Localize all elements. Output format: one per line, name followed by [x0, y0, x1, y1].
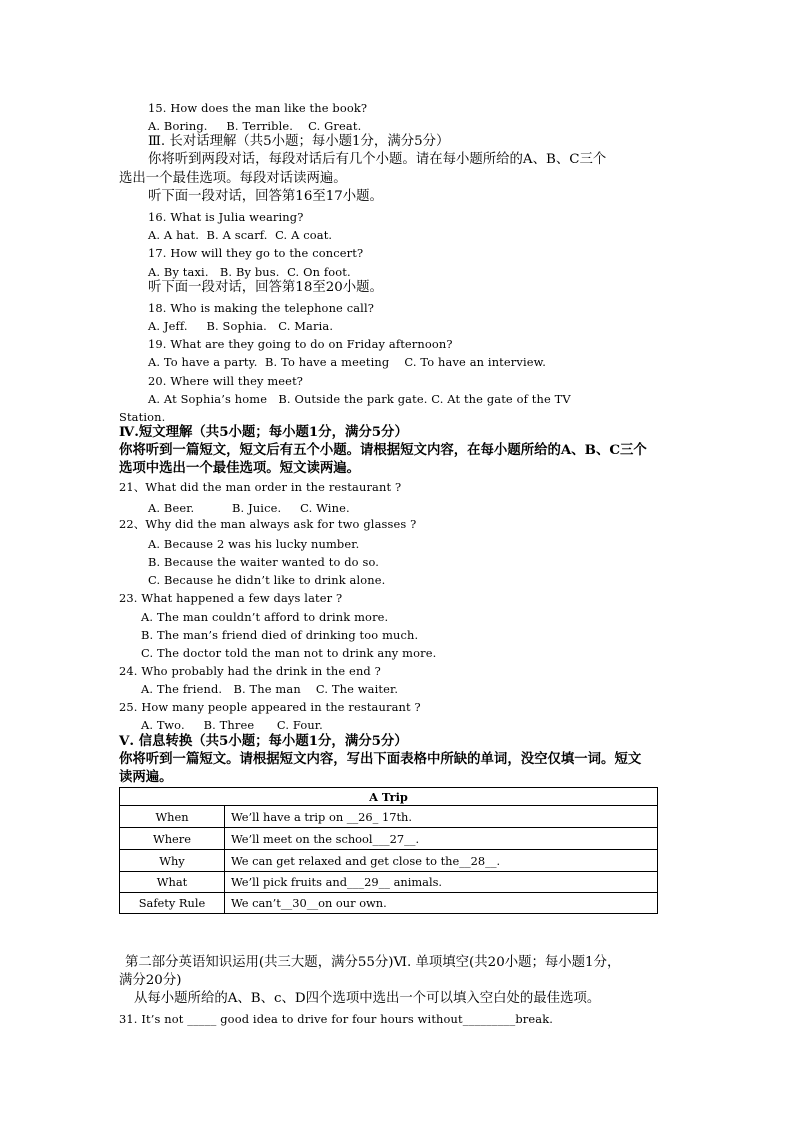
text-line-q22c: C. Because he didn’t like to drink alone.: [148, 573, 386, 587]
text-line-q25: 25. How many people appeared in the restaurant ?: [119, 700, 421, 714]
text-line-q21: 21、What did the man order in the restaurant ?: [119, 480, 402, 494]
text-line-s4i1: 你将听到一篇短文，短文后有五个小题。请根据短文内容，在每小题所给的A、B、C三个: [119, 442, 647, 458]
text-line-q21o: A. Beer. B. Juice. C. Wine.: [148, 501, 350, 515]
text-line-q24: 24. Who probably had the drink in the end ?: [119, 664, 381, 678]
text-line-q22b: B. Because the waiter wanted to do so.: [148, 555, 380, 569]
text-line-q20o: A. At Sophia’s home B. Outside the park gate. C. At the gate of the TV: [148, 392, 571, 406]
text-line-q25o: A. Two. B. Three C. Four.: [141, 718, 323, 732]
text-line-q19: 19. What are they going to do on Friday afternoon?: [148, 337, 453, 351]
text-line-s5i2: 读两遍。: [119, 769, 173, 785]
text-line-s3b: 听下面一段对话，回答第18至20小题。: [148, 280, 383, 295]
text-line-q23a: A. The man couldn’t afford to drink more.: [141, 610, 389, 624]
trip-row-value: We’ll pick fruits and___29__ animals.: [225, 872, 658, 893]
trip-row-value: We can get relaxed and get close to the__28__.: [225, 850, 658, 872]
text-line-p2c: 从每小题所给的A、B、c、D四个选项中选出一个可以填入空白处的最佳选项。: [134, 991, 601, 1006]
text-line-q15: 15. How does the man like the book?: [148, 101, 368, 115]
text-line-q18: 18. Who is making the telephone call?: [148, 301, 375, 315]
text-line-q20: 20. Where will they meet?: [148, 374, 304, 388]
text-line-q18o: A. Jeff. B. Sophia. C. Maria.: [148, 319, 334, 333]
trip-row-key: Where: [120, 828, 225, 850]
trip-row-key: Why: [120, 850, 225, 872]
text-line-q17: 17. How will they go to the concert?: [148, 246, 364, 260]
text-line-q22: 22、Why did the man always ask for two glasses ?: [119, 517, 417, 531]
text-line-s5: Ⅴ. 信息转换（共5小题；每小题1分，满分5分）: [119, 733, 408, 749]
text-line-q20o2: Station.: [119, 410, 166, 424]
text-line-p2a: 第二部分英语知识运用(共三大题，满分55分)Ⅵ. 单项填空(共20小题；每小题1分，: [125, 955, 621, 970]
text-line-q16o: A. A hat. B. A scarf. C. A coat.: [148, 228, 333, 242]
trip-row-key: When: [120, 806, 225, 828]
text-line-s3i2: 选出一个最佳选项。每段对话读两遍。: [119, 171, 347, 186]
text-line-q17o: A. By taxi. B. By bus. C. On foot.: [148, 265, 351, 279]
text-line-q19o: A. To have a party. B. To have a meeting C. To have an interview.: [148, 355, 546, 369]
text-line-s4: Ⅳ.短文理解（共5小题；每小题1分，满分5分）: [119, 424, 408, 440]
text-line-q23b: B. The man’s friend died of drinking too much.: [141, 628, 419, 642]
trip-row-value: We can’t__30__on our own.: [225, 893, 658, 914]
trip-row-value: We’ll have a trip on __26_ 17th.: [225, 806, 658, 828]
trip-table-title: A Trip: [120, 788, 658, 806]
text-line-s3a: 听下面一段对话，回答第16至17小题。: [148, 189, 383, 204]
text-line-q23: 23. What happened a few days later ?: [119, 591, 343, 605]
text-line-q23c: C. The doctor told the man not to drink any more.: [141, 646, 437, 660]
text-line-s3i1: 你将听到两段对话，每段对话后有几个小题。请在每小题所给的A、B、C三个: [148, 152, 607, 167]
trip-row-value: We’ll meet on the school___27__.: [225, 828, 658, 850]
text-line-q15o: A. Boring. B. Terrible. C. Great.: [148, 119, 362, 133]
text-line-q24o: A. The friend. B. The man C. The waiter.: [141, 682, 399, 696]
text-line-q22a: A. Because 2 was his lucky number.: [148, 537, 360, 551]
trip-row-key: What: [120, 872, 225, 893]
text-line-q31: 31. It’s not _____ good idea to drive for four hours without_________break.: [119, 1012, 554, 1026]
text-line-p2b: 满分20分): [119, 973, 182, 988]
text-line-s5i1: 你将听到一篇短文。请根据短文内容，写出下面表格中所缺的单词，没空仅填一词。短文: [119, 751, 642, 767]
trip-table: [119, 787, 658, 914]
text-line-q16: 16. What is Julia wearing?: [148, 210, 304, 224]
text-line-s3: Ⅲ. 长对话理解（共5小题；每小题1分，满分5分）: [148, 134, 450, 149]
trip-row-key: Safety Rule: [120, 893, 225, 914]
text-line-s4i2: 选项中选出一个最佳选项。短文读两遍。: [119, 460, 361, 476]
